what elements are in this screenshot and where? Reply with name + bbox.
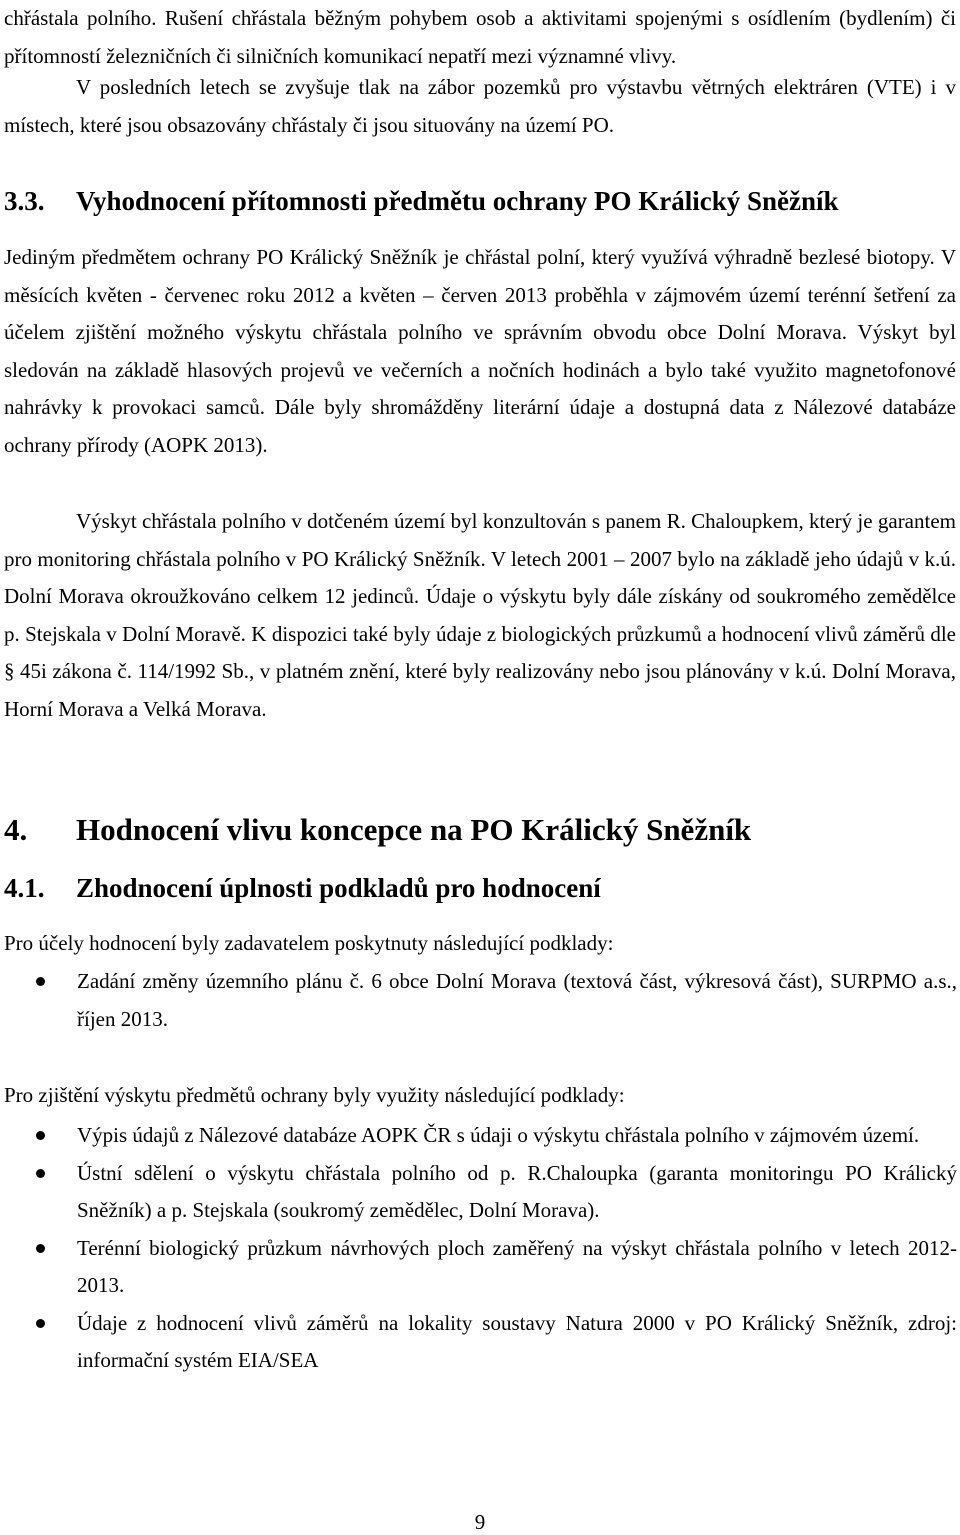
bullet-icon [36,1169,45,1178]
section-4-number: 4. [4,812,28,847]
paragraph-konzultace [4,503,956,728]
section-4-1-number: 4.1. [4,873,45,903]
list-item-text: Výpis údajů z Nálezové databáze AOPK ČR s údaji o výskytu chřástala polního v zájmovém území. [77,1123,920,1147]
section-4-1-title: Zhodnocení úplnosti podkladů pro hodnocení [76,873,601,903]
section-4-1-heading [4,868,601,908]
section-3-3-number: 3.3. [4,186,45,216]
section-3-3-title: Vyhodnocení přítomnosti předmětu ochrany PO Králický Sněžník [76,186,839,216]
list-item [0,963,957,1038]
bullet-icon [36,1244,45,1253]
list-item-text: Údaje z hodnocení vlivů záměrů na lokality soustavy Natura 2000 v PO Králický Sněžník, zdroj: informační systém EIA/SEA [77,1310,957,1372]
paragraph-konzultace-text: Výskyt chřástala polního v dotčeném území byl konzultován s panem R. Chaloupkem, který je garantem pro monitoring chřástala polního v PO Králický Sněžník. V letech 2001 – 2007 bylo na základě jeho údajů v k.ú. Dolní Morava okroužkováno celkem 12 jedinců. Údaje o výskytu byly dále získány od soukromého zemědělce p. Stejskala v Dolní Moravě. K dispozici také byly údaje z biologických průzkumů a hodnocení vlivů záměrů dle § 45i zákona č. 114/1992 Sb., v platném znění, které byly realizovány nebo jsou plánovány v k.ú. Dolní Morava, Horní Morava a Velká Morava. [4,509,956,721]
list-item [0,1117,957,1155]
paragraph-vte [4,69,956,144]
section-3-3-heading [4,181,839,221]
paragraph-continuation: chřástala polního. Rušení chřástala běžným pohybem osob a aktivitami spojenými s osídlením (bydlením) či přítomností železničních či silničních komunikací nepatří mezi významné vlivy. [4,6,956,68]
section-4-title: Hodnocení vlivu koncepce na PO Králický Sněžník [76,812,752,847]
list-item [0,1230,957,1305]
list-item [0,1305,957,1380]
list-item-text: Ústní sdělení o výskytu chřástala polního od p. R.Chaloupka (garanta monitoringu PO Králický Sněžník) a p. Stejskala (soukromý zemědělec, Dolní Morava). [77,1160,957,1222]
section-4-heading [4,807,751,853]
bullet-icon [36,1131,45,1140]
intro-podklady: Pro účely hodnocení byly zadavatelem poskytnuty následující podklady: [4,931,614,955]
paragraph-predmet-ochrany: Jediným předmětem ochrany PO Králický Sněžník je chřástal polní, který využívá výhradně bezlesé biotopy. V měsících květen - červenec roku 2012 a květen – červen 2013 proběhla v zájmovém území terénní šetření za účelem zjištění možného výskytu chřástala polního ve správním obvodu obce Dolní Morava. Výskyt byl sledován na základě hlasových projevů ve večerních a nočních hodinách a bylo také využito magnetofonové nahrávky k provokaci samců. Dále byly shromážděny literární údaje a dostupná data z Nálezové databáze ochrany přírody (AOPK 2013). [4,245,956,457]
intro-zjisteni-vyskytu: Pro zjištění výskytu předmětů ochrany byly využity následující podklady: [4,1083,625,1107]
bullet-icon [36,977,45,986]
list-podklady [0,963,960,1038]
bullet-icon [36,1319,45,1328]
list-item-text: Terénní biologický průzkum návrhových ploch zaměřený na výskyt chřástala polního v letech 2012-2013. [77,1235,957,1297]
list-zdroje [0,1117,960,1380]
page-number: 9 [474,1510,486,1534]
list-item-text: Zadání změny územního plánu č. 6 obce Dolní Morava (textová část, výkresová část), SURPMO a.s., říjen 2013. [77,969,957,1031]
list-item [0,1155,957,1230]
paragraph-vte-text: V posledních letech se zvyšuje tlak na zábor pozemků pro výstavbu větrných elektráren (VTE) i v místech, které jsou obsazovány chřástaly či jsou situovány na území PO. [4,75,956,137]
